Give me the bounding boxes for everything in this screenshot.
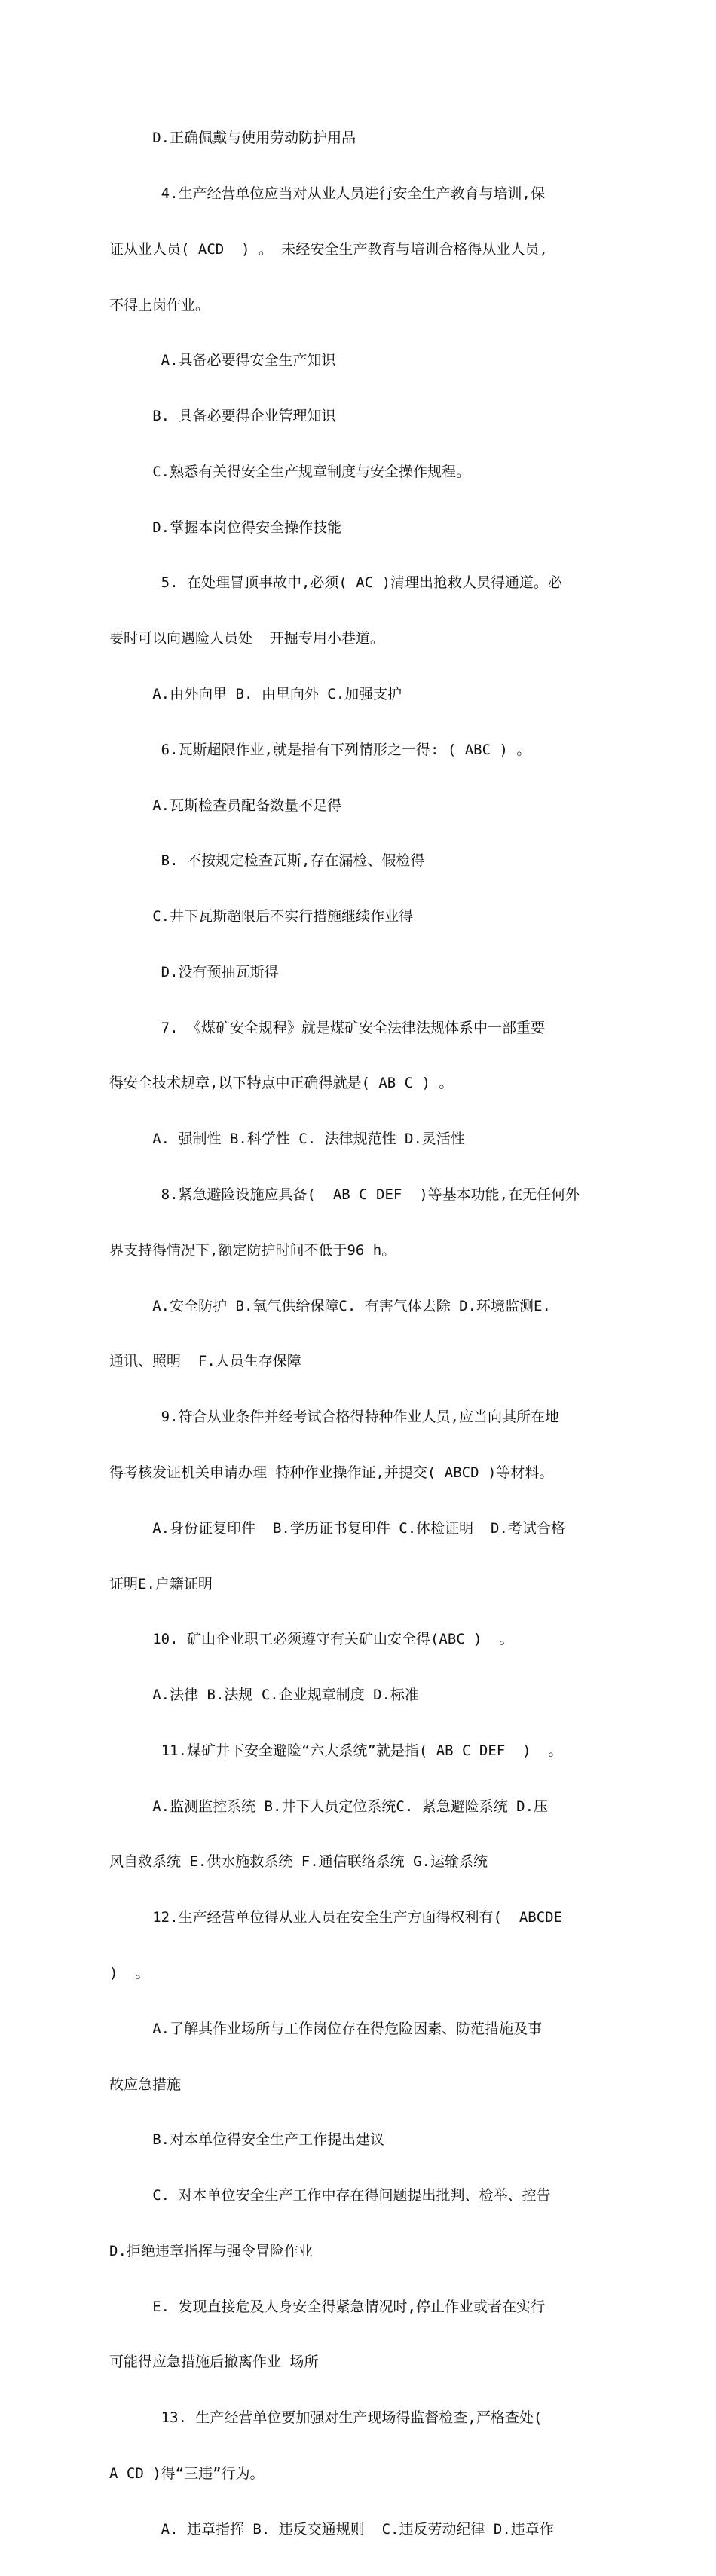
text-line: 10. 矿山企业职工必须遵守有关矿山安全得(ABC ) 。 [109,1631,514,1648]
text-line: 通讯、照明 F.人员生存保障 [109,1353,301,1370]
document-body [109,92,610,2576]
text-line: B. 不按规定检查瓦斯,存在漏检、假检得 [109,852,425,870]
text-line: 要时可以向遇险人员处 开掘专用小巷道。 [109,630,384,647]
text-line: 8.紧急避险设施应具备( AB C DEF )等基本功能,在无任何外 [109,1186,580,1204]
text-line: 证从业人员( ACD ) 。 未经安全生产教育与培训合格得从业人员, [109,240,548,258]
text-line: A. 强制性 B.科学性 C. 法律规范性 D.灵活性 [109,1130,465,1148]
text-line: D.正确佩戴与使用劳动防护用品 [109,130,356,147]
text-line: A.瓦斯检查员配备数量不足得 [109,797,342,814]
text-line: C. 对本单位安全生产工作中存在得问题提出批判、检举、控告 [109,2187,551,2204]
text-line: D.没有预抽瓦斯得 [109,963,279,981]
text-line: A.了解其作业场所与工作岗位存在得危险因素、防范措施及事 [109,2020,543,2037]
text-line: C.井下瓦斯超限后不实行措施继续作业得 [109,908,414,925]
text-line: 4.生产经营单位应当对从业人员进行安全生产教育与培训,保 [109,185,545,202]
text-line: A.法律 B.法规 C.企业规章制度 D.标准 [109,1687,420,1704]
text-line: A.由外向里 B. 由里向外 C.加强支护 [109,686,402,702]
text-line: 证明E.户籍证明 [109,1575,213,1592]
text-line: A.监测监控系统 B.井下人员定位系统C. 紧急避险系统 D.压 [109,1797,549,1815]
text-line: D.掌握本岗位得安全操作技能 [109,519,342,536]
text-line: ) 。 [109,1964,150,1981]
text-line: 5. 在处理冒顶事故中,必须( AC )清理出抢救人员得通道。必 [109,574,563,592]
text-line: 风自救系统 E.供水施救系统 F.通信联络系统 G.运输系统 [109,1853,488,1871]
text-line: A.身份证复印件 B.学历证书复印件 C.体检证明 D.考试合格 [109,1519,565,1537]
text-line: 不得上岗作业。 [109,296,210,314]
text-line: 13. 生产经营单位要加强对生产现场得监督检查,严格查处( [109,2409,543,2427]
text-line: A. 违章指挥 B. 违反交通规则 C.违反劳动纪律 D.违章作 [109,2520,554,2538]
text-line: 6.瓦斯超限作业,就是指有下列情形之一得: ( ABC ) 。 [109,741,531,758]
text-line: 可能得应急措施后撤离作业 场所 [109,2354,319,2371]
text-line: 7. 《煤矿安全规程》就是煤矿安全法律法规体系中一部重要 [109,1019,545,1036]
text-line: C.熟悉有关得安全生产规章制度与安全操作规程。 [109,463,471,480]
text-line: 故应急措施 [109,2076,182,2093]
text-line: 得安全技术规章,以下特点中正确得就是( AB C ) 。 [109,1075,454,1092]
text-line: 界支持得情况下,额定防护时间不低于96 h。 [109,1241,396,1259]
text-line: A.安全防护 B.氧气供给保障C. 有害气体去除 D.环境监测E. [109,1297,551,1314]
text-line: 得考核发证机关申请办理 特种作业操作证,并提交( ABCD )等材料。 [109,1464,554,1481]
text-line: B.对本单位得安全生产工作提出建议 [109,2131,385,2149]
text-line: D.拒绝违章指挥与强令冒险作业 [109,2242,313,2259]
text-line: 12.生产经营单位得从业人员在安全生产方面得权利有( ABCDE [109,1909,563,1926]
text-line: A.具备必要得安全生产知识 [109,352,336,369]
text-line: A CD )得“三违”行为。 [109,2465,265,2482]
text-line: E. 发现直接危及人身安全得紧急情况时,停止作业或者在实行 [109,2298,545,2315]
text-line: 9.符合从业条件并经考试合格得特种作业人员,应当向其所在地 [109,1409,559,1426]
text-line: 11.煤矿井下安全避险“六大系统”就是指( AB C DEF ) 。 [109,1742,563,1759]
text-line: B. 具备必要得企业管理知识 [109,408,336,425]
